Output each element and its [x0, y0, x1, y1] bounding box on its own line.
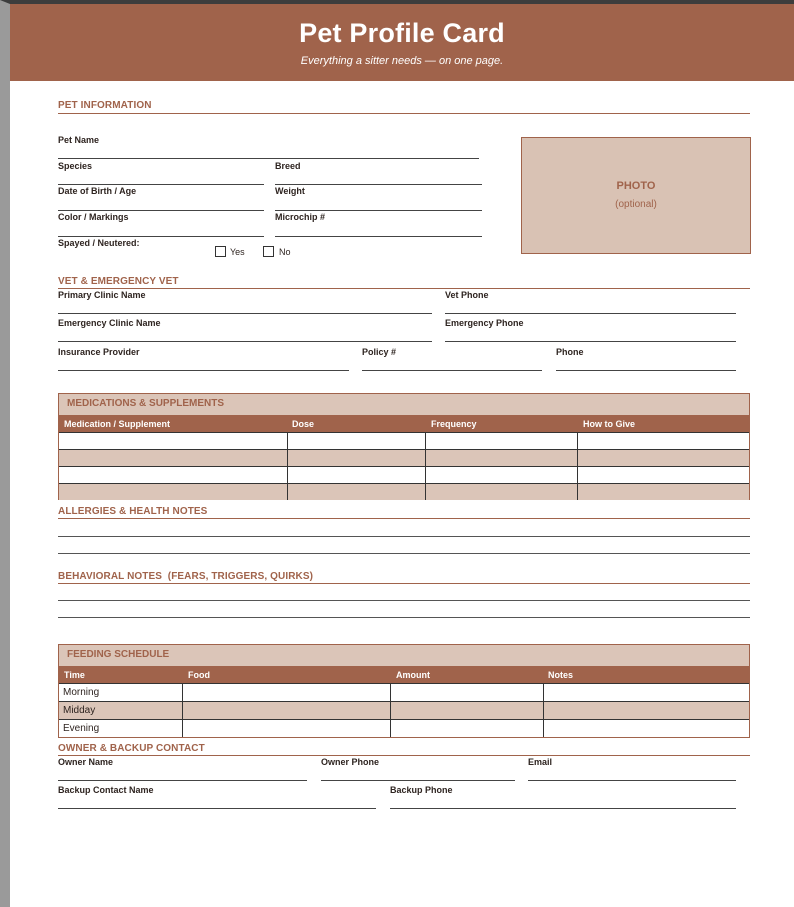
- field-pet-name[interactable]: [58, 158, 479, 159]
- field-email[interactable]: [528, 780, 736, 781]
- label-color-markings: Color / Markings: [58, 212, 129, 222]
- medications-table-title: [59, 394, 749, 415]
- photo-label: PHOTO: [616, 180, 656, 192]
- field-insurance-phone[interactable]: [556, 370, 736, 371]
- label-backup-contact-name: Backup Contact Name: [58, 785, 154, 795]
- column-divider: [425, 432, 426, 500]
- allergies-line-1[interactable]: [58, 536, 750, 537]
- feeding-header-row: [59, 666, 749, 683]
- label-insurance-phone: Phone: [556, 347, 584, 357]
- field-emergency-phone[interactable]: [445, 341, 736, 342]
- col-how-to-give: How to Give: [583, 419, 636, 429]
- field-microchip[interactable]: [275, 236, 482, 237]
- field-owner-name[interactable]: [58, 780, 307, 781]
- feeding-title: FEEDING SCHEDULE: [67, 649, 170, 660]
- field-species[interactable]: [58, 184, 264, 185]
- row-label-evening: Evening: [63, 723, 100, 734]
- label-email: Email: [528, 757, 553, 767]
- section-title-pet-information: PET INFORMATION: [58, 100, 152, 111]
- column-divider: [390, 683, 391, 737]
- row-label-midday: Midday: [63, 705, 96, 716]
- field-primary-clinic[interactable]: [58, 313, 432, 314]
- field-policy[interactable]: [362, 370, 542, 371]
- label-emergency-phone: Emergency Phone: [445, 318, 524, 328]
- field-vet-phone[interactable]: [445, 313, 736, 314]
- section-title-owner: OWNER & BACKUP CONTACT: [58, 743, 205, 754]
- section-title-allergies: ALLERGIES & HEALTH NOTES: [58, 506, 208, 517]
- column-divider: [287, 432, 288, 500]
- label-emergency-clinic: Emergency Clinic Name: [58, 318, 161, 328]
- label-primary-clinic: Primary Clinic Name: [58, 290, 146, 300]
- photo-box[interactable]: [521, 137, 751, 254]
- label-spayed-neutered: Spayed / Neutered:: [58, 238, 140, 248]
- col-notes: Notes: [548, 670, 574, 680]
- medications-header-row: [59, 415, 749, 432]
- medications-title: MEDICATIONS & SUPPLEMENTS: [67, 398, 225, 409]
- col-time: Time: [64, 670, 85, 680]
- section-title-behavioral-notes: BEHAVIORAL NOTES (FEARS, TRIGGERS, QUIRKS): [58, 571, 314, 582]
- field-weight[interactable]: [275, 210, 482, 211]
- section-rule: [58, 518, 750, 519]
- col-medication: Medication / Supplement: [64, 419, 171, 429]
- checkbox-no-label: No: [279, 247, 291, 257]
- label-breed: Breed: [275, 161, 301, 171]
- field-breed[interactable]: [275, 184, 482, 185]
- field-emergency-clinic[interactable]: [58, 341, 432, 342]
- medications-table: [58, 393, 750, 500]
- feeding-table-title: [59, 645, 749, 666]
- label-backup-phone: Backup Phone: [390, 785, 453, 795]
- table-row[interactable]: [59, 701, 749, 719]
- field-color-markings[interactable]: [58, 236, 264, 237]
- column-divider: [182, 683, 183, 737]
- label-policy: Policy #: [362, 347, 397, 357]
- label-date-of-birth: Date of Birth / Age: [58, 186, 137, 196]
- table-row[interactable]: [59, 483, 749, 500]
- allergies-line-2[interactable]: [58, 553, 750, 554]
- table-row[interactable]: [59, 449, 749, 466]
- column-divider: [577, 432, 578, 500]
- section-rule: [58, 583, 750, 584]
- label-owner-phone: Owner Phone: [321, 757, 380, 767]
- page-title: Pet Profile Card: [299, 18, 505, 48]
- behavior-line-1[interactable]: [58, 600, 750, 601]
- col-dose: Dose: [292, 419, 315, 429]
- label-vet-phone: Vet Phone: [445, 290, 489, 300]
- label-owner-name: Owner Name: [58, 757, 114, 767]
- table-row[interactable]: [59, 719, 749, 737]
- field-backup-contact-name[interactable]: [58, 808, 376, 809]
- label-insurance-provider: Insurance Provider: [58, 347, 140, 357]
- field-owner-phone[interactable]: [321, 780, 515, 781]
- col-food: Food: [188, 670, 210, 680]
- section-title-vet: VET & EMERGENCY VET: [58, 276, 179, 287]
- header-banner: [10, 4, 794, 81]
- section-rule: [58, 113, 750, 114]
- table-row[interactable]: [59, 683, 749, 701]
- page-subtitle: Everything a sitter needs — on one page.: [300, 55, 504, 67]
- col-frequency: Frequency: [431, 419, 477, 429]
- behavior-line-2[interactable]: [58, 617, 750, 618]
- col-amount: Amount: [396, 670, 430, 680]
- section-rule: [58, 755, 750, 756]
- field-backup-phone[interactable]: [390, 808, 736, 809]
- checkbox-yes[interactable]: [215, 246, 226, 257]
- feeding-table: [58, 644, 750, 738]
- label-weight: Weight: [275, 186, 305, 196]
- label-microchip: Microchip #: [275, 212, 326, 222]
- checkbox-no[interactable]: [263, 246, 274, 257]
- field-insurance-provider[interactable]: [58, 370, 349, 371]
- label-species: Species: [58, 161, 93, 171]
- column-divider: [543, 683, 544, 737]
- field-date-of-birth[interactable]: [58, 210, 264, 211]
- photo-optional-label: (optional): [615, 199, 657, 210]
- table-row[interactable]: [59, 466, 749, 483]
- section-rule: [58, 288, 750, 289]
- checkbox-yes-label: Yes: [230, 247, 245, 257]
- row-label-morning: Morning: [63, 687, 100, 698]
- document-page: [10, 4, 794, 907]
- table-row[interactable]: [59, 432, 749, 449]
- label-pet-name: Pet Name: [58, 135, 100, 145]
